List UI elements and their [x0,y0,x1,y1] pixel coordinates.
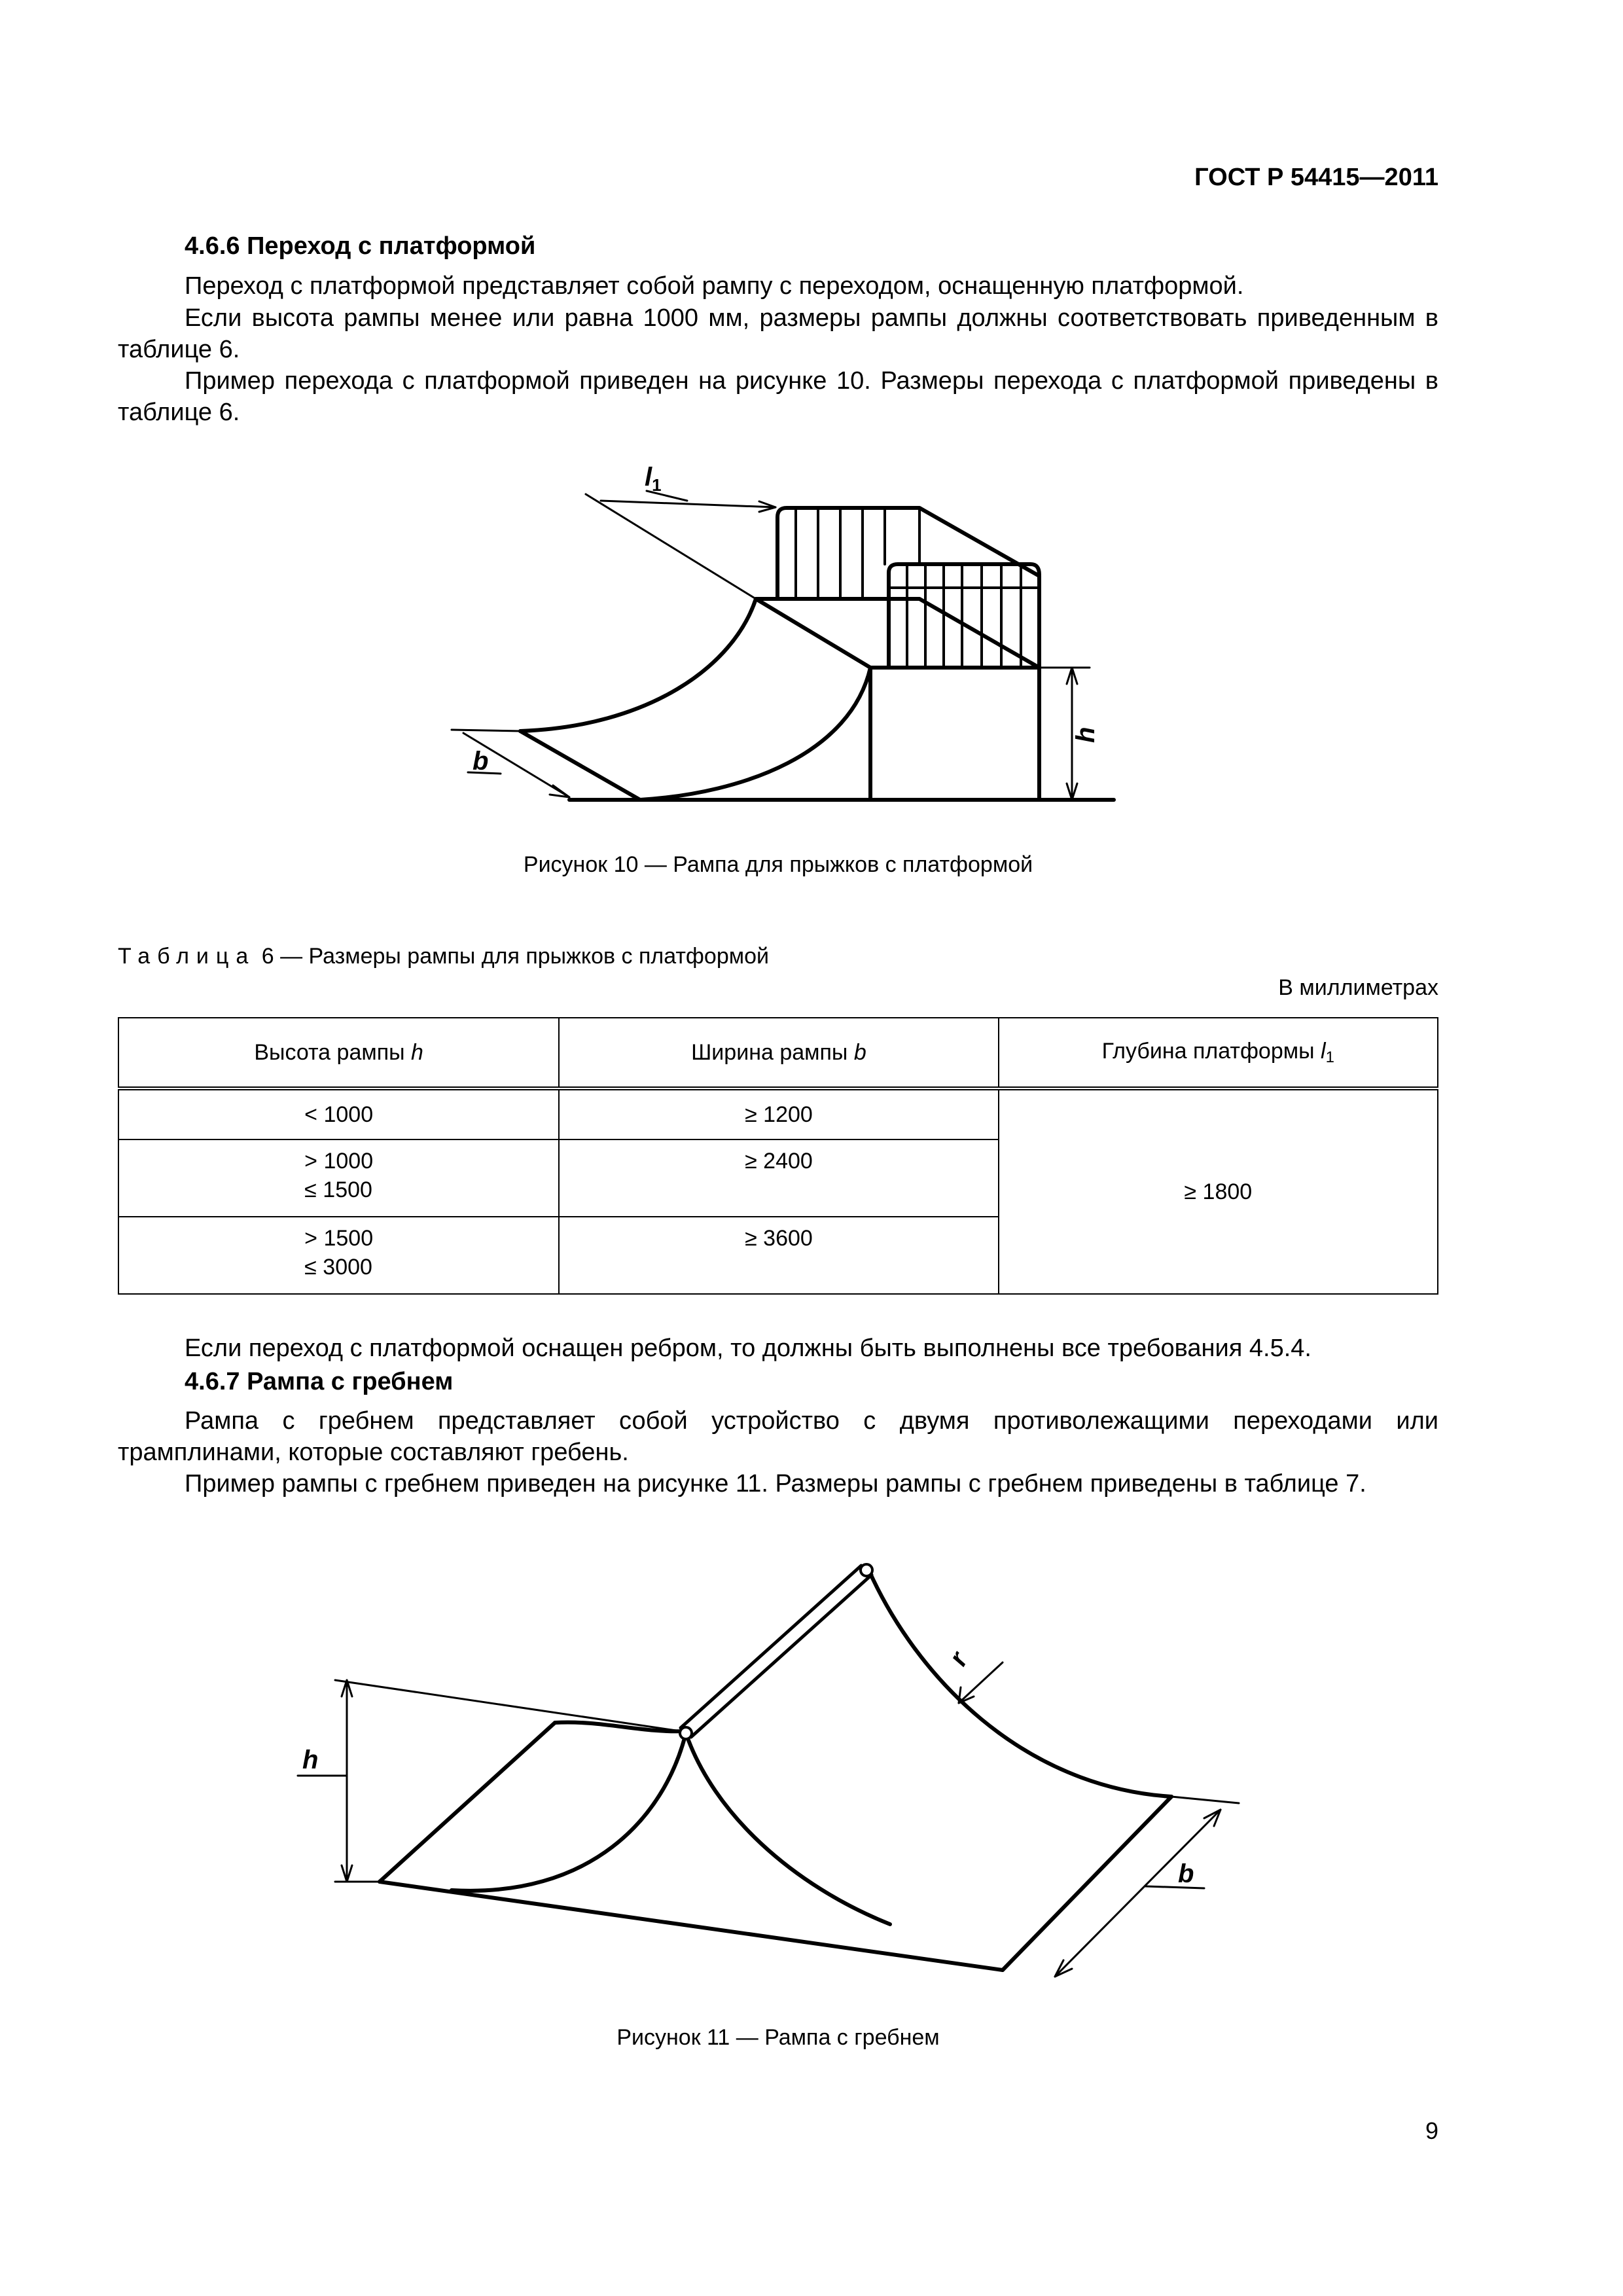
section-466-paragraph-3: Пример перехода с платформой приведен на рисунке 10. Размеры перехода с платформой приведены в таблице 6. [118,367,1438,426]
table-row [118,1088,1438,1139]
base-front-edge [380,1882,1003,1970]
b-leader [1145,1886,1204,1888]
table-6 [118,1017,1438,1295]
cell-width: ≥ 3600 [559,1217,998,1294]
section-467-heading: 4.6.7 Рампа с гребнем [185,1368,454,1395]
figure-10-caption: Рисунок 10 — Рампа для прыжков с платформой [523,852,1033,877]
header-height: Высота рампы h [118,1018,559,1088]
figure-10-label-h: h [1071,726,1100,743]
ramp-top-edge [756,599,870,668]
table-6-units: В миллиметрах [1278,975,1438,1000]
cell-width: ≥ 2400 [559,1139,998,1217]
page-number: 9 [1425,2117,1438,2144]
ridge-bar-far-end [861,1564,872,1576]
section-466-paragraph-1: Переход с платформой представляет собой рампу с переходом, оснащенную платформой. [185,272,1244,300]
l1-dimension-line [601,501,776,507]
section-466-heading: 4.6.6 Переход с платформой [185,232,536,260]
h-extension-top [335,1680,681,1731]
figure-11-caption: Рисунок 11 — Рампа с гребнем [616,2025,940,2050]
front-railing-bar [889,569,1039,588]
header-width: Ширина рампы b [559,1018,998,1088]
figure-11-label-h: h [302,1746,319,1774]
ridge-bar-near-end [680,1727,692,1739]
ridge-bar-lower [691,1575,872,1737]
cell-height: > 1000 ≤ 1500 [118,1139,559,1217]
after-table-paragraph: Если переход с платформой оснащен ребром, то должны быть выполнены все требования 4.5.4. [185,1335,1311,1362]
figure-11-label-b: b [1178,1859,1194,1888]
section-466-paragraph-2: Если высота рампы менее или равна 1000 мм, размеры рампы должны соответствовать приведенным в таблице 6. [118,304,1438,363]
b-extension-line [452,730,520,731]
ramp-bottom-edge [520,731,640,800]
table-6-caption-text: 6 — Размеры рампы для прыжков с платформой [255,944,770,969]
platform-deck [756,599,1039,668]
ridge-bar-upper [681,1566,861,1728]
header-depth: Глубина платформы l1 [999,1018,1438,1088]
figure-11-label-r: r [943,1647,974,1671]
rear-ramp-curve [520,599,756,731]
right-far-curve [869,1571,1171,1797]
figure-10-label-l1: $l_1$ [645,463,662,495]
l1-extension-line [586,494,756,599]
standard-designation: ГОСТ Р 54415—2011 [1194,164,1438,191]
left-end-edge [380,1723,555,1882]
figure-10-drawing [0,445,1623,812]
cell-width: ≥ 1200 [559,1088,998,1139]
table-6-caption-prefix: Таблица [118,944,256,969]
table-header-row [118,1018,1438,1088]
figure-10-label-b: b [473,747,489,776]
cell-depth: ≥ 1800 [999,1088,1438,1294]
section-467-paragraph-2: Пример рампы с гребнем приведен на рисунке 11. Размеры рампы с гребнем приведены в таблице 7. [185,1470,1366,1498]
cell-height: > 1500 ≤ 3000 [118,1217,559,1294]
right-ramp-curve [686,1733,890,1924]
left-ramp-curve [452,1733,686,1891]
cell-height: < 1000 [118,1088,559,1139]
front-railing [889,564,1039,668]
figure-11-drawing [0,1532,1623,1990]
b-extension-line [1171,1797,1239,1803]
section-467-paragraph-1: Рампа с гребнем представляет собой устройство с двумя противолежащими переходами или трамплинами, которые составляют гребень. [118,1407,1438,1466]
front-ramp-curve [640,668,870,800]
block-front-face [870,668,1039,800]
table-6-caption [118,944,769,969]
